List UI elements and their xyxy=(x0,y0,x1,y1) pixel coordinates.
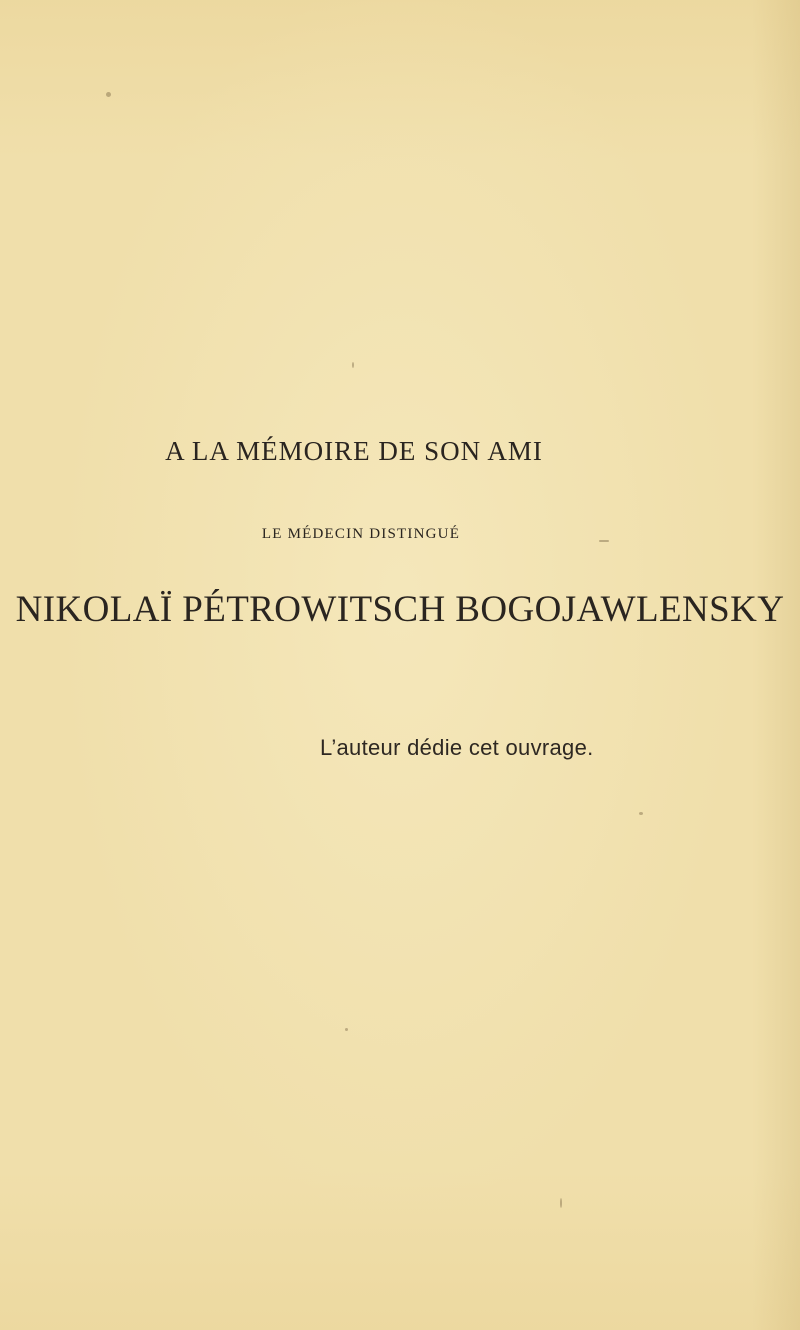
paper-speck xyxy=(639,812,643,815)
dedicatee-name: NIKOLAÏ PÉTROWITSCH BOGOJAWLENSKY xyxy=(15,589,785,630)
paper-speck xyxy=(599,540,609,542)
dedication-subtitle: LE MÉDECIN DISTINGUÉ xyxy=(261,526,461,542)
paper-speck xyxy=(352,362,354,368)
paper-speck xyxy=(106,92,111,97)
paper-speck xyxy=(345,1028,348,1031)
dedication-heading: A LA MÉMOIRE DE SON AMI xyxy=(165,436,543,466)
paper-speck xyxy=(560,1198,562,1208)
dedication-closing: L’auteur dédie cet ouvrage. xyxy=(320,735,594,760)
